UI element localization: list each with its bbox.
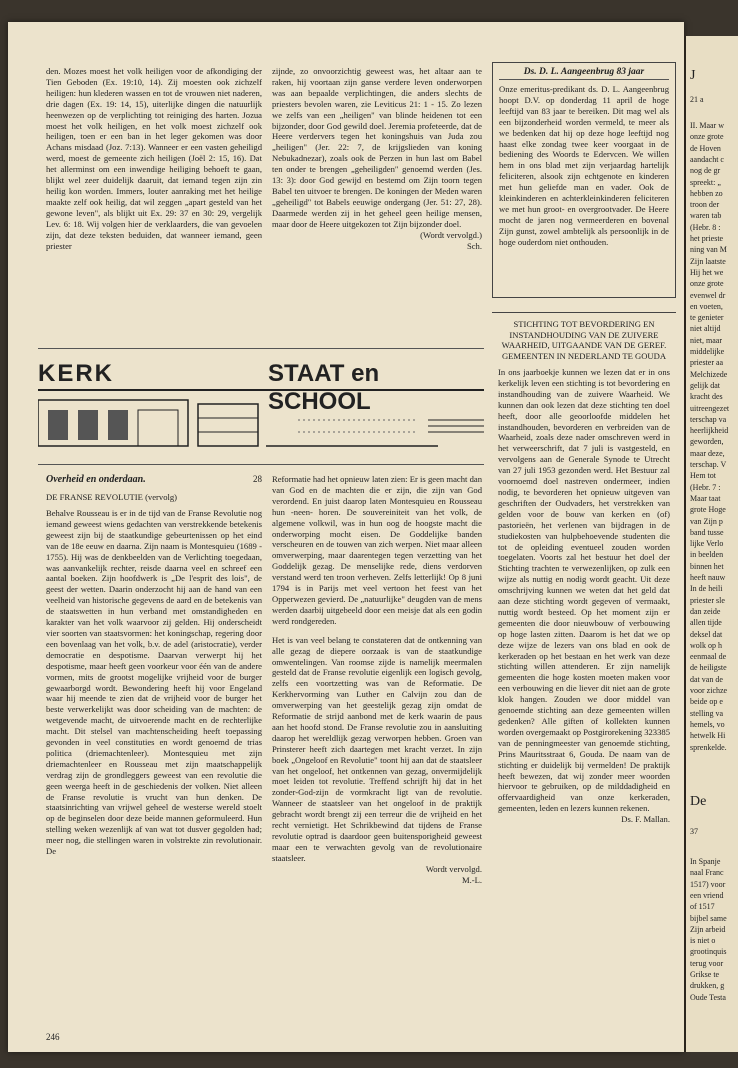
adjacent-page-line: grote Hoge xyxy=(690,505,726,515)
adjacent-page-line: priester aa xyxy=(690,358,724,368)
adjacent-page-line: In de heili xyxy=(690,584,723,594)
banner-illustration xyxy=(38,360,484,456)
adjacent-page-line: deksel dat xyxy=(690,629,723,639)
adjacent-page-line: heeft nauw xyxy=(690,573,726,582)
adjacent-page-line: Maar taat xyxy=(690,493,721,503)
adjacent-page-line: terschap va xyxy=(690,414,727,424)
adjacent-page-line: ning van M xyxy=(690,245,727,255)
adjacent-page-line: II. Maar w xyxy=(690,121,724,130)
adjacent-page-line: spreekt: „ xyxy=(690,177,721,187)
adjacent-page-line: heerlijkheid xyxy=(690,426,729,436)
section-heading xyxy=(46,474,262,485)
adjacent-page-line: te genieter xyxy=(690,313,724,323)
adjacent-page-line: naal Franc xyxy=(690,868,724,878)
adjacent-page-line: (Hebr. 7 : xyxy=(690,482,721,492)
adjacent-page-line: lijke Verlo xyxy=(690,539,724,549)
section-banner xyxy=(38,360,484,456)
article-column-4 xyxy=(272,474,482,886)
section-subtitle: DE FRANSE REVOLUTIE (vervolg) xyxy=(46,492,178,502)
adjacent-page-line: wolk op h xyxy=(690,640,722,650)
adjacent-page-line: (Hebr. 8 : xyxy=(690,222,721,232)
page-number: 246 xyxy=(46,1032,60,1042)
adjacent-page-line: het prieste xyxy=(690,234,724,243)
adjacent-page-line: Hij het we xyxy=(690,267,724,277)
adjacent-page-line: uitreengezet xyxy=(690,403,730,413)
adjacent-page-line: Oude Testa xyxy=(690,992,726,1002)
adjacent-page-line: allen tijde xyxy=(690,618,722,628)
adjacent-page-line: priester sle xyxy=(690,595,725,605)
adjacent-page-line: hemels, vo xyxy=(690,719,725,729)
adjacent-page-line: terug voor xyxy=(690,958,724,968)
column-4-text-b: Het is van veel belang te constateren dat de ontkenning van alle gezag de diepere oorzaak is van de staatkundige omwentelingen. Van roomse zijde is namelijk meermalen gesteld dat de Franse revolutie eigenlijk een logisch gevolg, zelfs een voortzetting was van de Reformatie. De Kerkhervorming van Luther en Calvijn zou dan de omverwerping van het geestelijk gezag zijn omdat de Reformatie de strijd aanbond met de kerk waarin de paus aan het hoofd stond. De Franse revolutie zou in aansluiting daarop het wereldlijk gezag verworpen hebben. Groen van Prinsterer heeft zich daartegen met kracht verzet. In zijn boek „Ongeloof en Revolutie" toont hij aan dat de staatsleer van het ongeloof, het ontkennen van gezag, onvermijdelijk moet leiden tot revolutie. Treffend schrijft hij dat in het zonder-God-zijn de vormkracht ligt van de revolutie. Wanneer de staatsleer van het ongeloof in de praktijk gebracht wordt brengt zij een terreur die de vrijheid en het recht vernietigt. Het Schrikbewind dat tijdens de Franse revolutie optrad is daardoor geen buitensporigheid geweest maar een te verwachten gevolg van de revolutionaire staatsleer. xyxy=(272,634,482,863)
adjacent-page-line: hetwelk Hi xyxy=(690,731,726,741)
adjacent-page-line: niet, maar xyxy=(690,335,722,345)
adjacent-page-line: 1517) voor xyxy=(690,879,726,889)
column-4-text-a: Reformatie had het opnieuw laten zien: Er is geen macht dan van God en de machten die er zijn, die zijn van God verordend. En juist daarop laten Montesquieu en Rousseau hun -neen- horen. De souvereiniteit van het volk, de algemene volkwil, was in hun oog de hoogste macht die onderworping mocht eisen. De Goddelijke banden verscheuren en de touwen van zich werpen. Niet maar alleen omverwerping, maar daarentegen tegen verzetting van het Goddelijk gezag. De menselijke rede, diens verdorven verstand werd ten troon verheven. Zelfs letterlijk! Op 8 juni 1794 is in Parijs met veel vertoon het feest van het Opperwezen gevierd. De „natuurlijke" deugden van de mens werden daarbij uitgebeeld door een meisje dat als een godin werd rondgereden. xyxy=(272,474,482,626)
adjacent-page-line: onze grote xyxy=(690,279,724,289)
adjacent-page-line: waren tab xyxy=(690,211,722,221)
adjacent-page-line: voor zichze xyxy=(690,686,728,695)
continued-note-2: Wordt vervolgd. xyxy=(425,863,482,874)
birthday-notice-box xyxy=(492,62,676,298)
adjacent-page-line: een vriend xyxy=(690,890,724,900)
adjacent-page-line: middelijke xyxy=(690,347,725,356)
continued-note: (Wordt vervolgd.) xyxy=(420,229,482,240)
adjacent-page-line: in beelden xyxy=(690,550,724,560)
author-signature-2: M.-L. xyxy=(461,874,482,885)
adjacent-page-line: van Zijn p xyxy=(690,516,723,526)
adjacent-page-line: Zijn laatste xyxy=(690,256,726,266)
foundation-notice-box xyxy=(492,312,676,1032)
adjacent-page-line: Melchizede xyxy=(690,369,728,379)
author-signature: Sch. xyxy=(466,240,482,251)
banner-right-text: STAAT en SCHOOL xyxy=(268,360,380,415)
foundation-notice-text: In ons jaarboekje kunnen we lezen dat er in ons kerkelijk leven een stichting is tot bevordering en instandhouding van de zuivere Waarheid. We kunnen dan ook lezen dat deze stichting ten doel heeft, door alle geoorloofde middelen het instandhouden, bevorderen en verbreiden van de Waarheid, zoals deze nader omschreven werd in het verweerschrift, dat 7 juli is vastgesteld, en vervolgens aan de Generale Synode te Utrecht van 27 juli 1953 gezonden werd. Het Bestuur zal voornoemd doel nastreven ondermeer, indien nodig, te bevorderen het opnieuw uitgeven van geschriften der Oudvaders, het verstrekken van gelden voor de bouw van kerken en (of) pastorieën, het verlenen van bijdragen in de studiekosten van hulpbehoevende studenten die tot de opleiding eventueel zouden worden toegelaten. Voorts zal het bestuur het doel der Stichting trachten te verwezenlijken, op zulk een wijze als nuttig en nodig wordt geacht. Uit deze omschrijving kunnen we weten dat het geld dat aan deze stichting wordt gegeven of vermaakt, nuttig wordt besteed. Op het moment zijn er gemeenten die door nieuwbouw of verbouwing op hoge lasten zitten. Daarom is het dat we op deze wijze de lezers van ons blad en ook de kerkeraden op het bestaan en het werk van deze stichting willen attenderen. Er zijn namelijk gemeenten die hoge kosten moeten maken voor een verbouwing en die liever dit niet aan de grote klok hangen. Zouden we door middel van genoemde stichting aan deze gemeenten willen gedenken? Alle giften of kollekten kunnen worden overgemaakt op Postgirorekening 323385 van de penningmeester van genoemde stichting, Prins Mauritsstraat 6, Gouda. De naam van de stichting er duidelijk bij vermelden! De praktijk heeft bewezen, dat wij zonder meer woorden hiervoor te gebruiken, op de milddadigheid en offervaardigheid van onze kerkeraden, gemeenten, leden en lezers kunnen rekenen. xyxy=(498,367,670,814)
adjacent-page-line: de heiligste xyxy=(690,663,727,673)
adjacent-page-line: is niet o xyxy=(690,936,716,946)
section-divider xyxy=(38,348,484,349)
adjacent-page-line: en voeten, xyxy=(690,301,723,311)
adjacent-page-line: Grikse te xyxy=(690,970,720,979)
adjacent-page-line: In Spanje xyxy=(690,857,721,866)
adjacent-page-line: troon der xyxy=(690,200,720,210)
adjacent-page-line: onze grote xyxy=(690,132,724,142)
adjacent-page-line: terschap. V xyxy=(690,460,727,469)
adjacent-page-line: nog de gr xyxy=(690,166,721,176)
article-column-1: den. Mozes moest het volk heiligen voor de afkondiging der Tien Geboden (Ex. 19:10, 14). Zij moesten ook zichzelf heiligen: hun klederen wassen en tot de vrouwen niet naderen, drie dagen (Ex. 19: 14, 15), uiterlijke dingen die natuurlijk heenwezen op de verplichting tot reiniging des harten. Jozua moest het volk heiligen, en het volk moest zichzelf ook heiligen, toen er een ban in het leger gekomen was door Achans misdaad (Joz. 7:13). Wanneer er een vasten geheiligd werd, moest de gemeente zich heiligen (Joël 2: 15, 16). Dat het allerminst om een inwendige heiliging behoeft te gaan, blijkt wel zeer duidelijk daaruit, dat iemand tegen zijn zin heilig kon worden. Immers, louter aanraking met het heilige maakte zelf ook heilig, dat wil zeggen „apart gesteld van het gewone leven", als blijkt uit Ex. 29: 37 en 30: 29, vergelijk Lev. 6: 18. Wij volgen hier de verklaarders, die van gevoelen zijn, dat deze teksten beduiden, dat wanneer iemand, geen priester xyxy=(46,66,262,251)
adjacent-page-line: dat van de xyxy=(690,674,723,684)
adjacent-page-line: 21 a xyxy=(690,95,704,104)
banner-left-text: KERK xyxy=(38,360,115,387)
adjacent-page-line: niet altijd xyxy=(690,324,721,334)
adjacent-page-line: hebben zo xyxy=(690,188,723,198)
adjacent-page-line: beide op e xyxy=(690,697,723,707)
adjacent-page-line: dan zeide xyxy=(690,606,721,616)
adjacent-page-line: sprenkelde. xyxy=(690,742,727,752)
adjacent-page-line: geworden, xyxy=(690,437,724,447)
birthday-notice-title: Ds. D. L. Aangeenbrug 83 jaar xyxy=(499,67,669,80)
adjacent-page-line: drukken, g xyxy=(690,981,725,991)
article-column-2 xyxy=(272,66,482,251)
section-divider-2 xyxy=(38,464,484,465)
adjacent-page-line: aandacht c xyxy=(690,154,724,164)
foundation-notice-title: STICHTING TOT BEVORDERING EN INSTANDHOUDING VAN DE ZUIVERE WAARHEID, UITGAANDE VAN DE GEREF. GEMEENTEN IN NEDERLAND TE GOUDA xyxy=(501,319,667,361)
adjacent-page-line: de Hoven xyxy=(690,143,721,153)
section-title: Overheid en onderdaan. xyxy=(46,474,146,485)
adjacent-page-line: Zijn arbeid xyxy=(690,924,726,934)
adjacent-page-line: kracht des xyxy=(690,392,723,402)
adjacent-page-line: De xyxy=(690,794,707,809)
adjacent-page-line: grootinquis xyxy=(690,947,727,957)
adjacent-page-line: evenwel dr xyxy=(690,290,726,300)
adjacent-page-line: eenmaal de xyxy=(690,652,727,662)
adjacent-page-fragment xyxy=(684,36,738,1052)
adjacent-page-line: gelijk dat xyxy=(690,380,720,390)
birthday-notice-text: Onze emeritus-predikant ds. D. L. Aangeenbrug hoopt D.V. op donderdag 11 april de hoge leeftijd van 83 jaar te bereiken. Dit mag wel als een bijzonderheid worden vermeld, te meer als we bedenken dat hij op deze hoge leeftijd nog haast elke zondag twee keer voorgaat in de bediening des Woords te Edervcen. We willen hem in ons blad met zijn verjaardag hartelijk feliciteren, alsook zijn echtgenote en kinderen met hun geliefde man en vader. Ook de kleinkinderen en achterkleinkinderen feliciteren we met hun groot- en overgrootvader. De Heere mocht de jaren nog vermeerderen en bovenal Zijn gunst, zowel ambtelijk als persoonlijk in de hoge ouderdom niet onthouden. xyxy=(499,84,669,247)
foundation-notice-signature: Ds. F. Mallan. xyxy=(621,814,670,825)
adjacent-page-line: maar deze, xyxy=(690,448,725,458)
article-column-3: Behalve Rousseau is er in de tijd van de Franse Revolutie nog iemand geweest wiens gedachten van verstrekkende betekenis geweest zijn bij de staatkundige gebeurtenissen op het eind van de 18e eeuw en daarna. Zijn naam is Montesquieu (1689 - 1755). Hij was de denkbeelden van de Verlichting toegedaan, was aanvankelijk rechter, reisde daarna veel en schreef een aantal boeken. Zijn hoofdwerk is „De l'esprit des lois", de geest der wetten. Daarin onderzocht hij aan de hand van een veelheid van historische gegevens de aard en de betekenis van de staatswetten in hun verband met omstandigheden en karakter van het volk waarvoor zij gelden. Hij onderscheidt vier soorten van staatsvormen: het koningschap, regering door een bovenlaag van het volk, b.v. de adel (aristocratie), verder democratie en despotisme. Daarvan verwerpt hij het despotisme, maar heeft geen voorkeur voor één van de andere vormen, mits de grootst mogelijke vrijheid voor de burger gewaarborgd wordt. Bewondering heeft hij voor Engeland waar hij meende te zien dat de vrijheid voor de burger het beste verwerkelijkt was door scheiding van de machten: de wetgevende macht, de uitvoerende macht en de rechterlijke macht. Dit stelsel van machtenscheiding heeft toepassing gevonden in veel constituties en wordt genoemd de trias politica (driemachtenleer). Montesquieu met zijn driemachtenleer en Rousseau met zijn maatschappelijk verdrag zijn de grondleggers geweest van een revolutie die geen weerga heeft in de geschiedenis der volken. Niet alleen de Franse revolutie is vrucht van hun denken. De staatsinrichting van vrijwel geheel de westerse wereld stoelt op de beginselen door deze beide mannen geformuleerd. Hun stelling weken wezenlijk af van wat tot dusver gegolden had; meer nog, die stellingen waren in volstrekte zin revolutionair. De xyxy=(46,508,262,857)
adjacent-page-line: of 1517 xyxy=(690,902,715,912)
column-2-text: zijnde, zo onvoorzichtig geweest was, het altaar aan te raken, hij voortaan zijn ganse verdere leven onderworpen was aan bepaalde verplichtingen, die anders slechts de priesters bevolen waren, zie Leviticus 21: 1 - 15. Zo lezen we zelfs van een „heiligen" van blinde heidenen tot een bijzonder, door God gewild doel. Jeremia profeteerde, dat de Heere verdervers tegen het koningshuis van Juda zou „heiligen" (Jer. 22: 7, de krijgslieden van koning Nebukadnezar), zoals ook de Perzen in hun last om Babel ten onder te brengen „geheiligden" genoemd werden (Jes. 13: 3): door God gewijd en bestemd om Zijn toorn tegen Babel ten uitvoer te brengen. De koningen der Meden waren „geheiligd" tot Babels eeuwige ondergang (Jer. 51: 27, 28). Daarmede werden zij in het geheel geen heilige mensen, maar door de Heere uitgekozen tot Zijn bijzonder doel. xyxy=(272,66,482,229)
adjacent-page-line: binnen het xyxy=(690,561,724,571)
adjacent-page-line: band tusse xyxy=(690,527,724,537)
adjacent-page-line: bijbel same xyxy=(690,913,727,923)
adjacent-page-line: 37 xyxy=(690,827,698,836)
section-number: 28 xyxy=(253,474,262,484)
newspaper-page xyxy=(8,22,684,1052)
adjacent-page-line: stelling va xyxy=(690,708,724,718)
adjacent-page-line: Hem tot xyxy=(690,471,716,481)
adjacent-page-line: J xyxy=(690,68,696,83)
